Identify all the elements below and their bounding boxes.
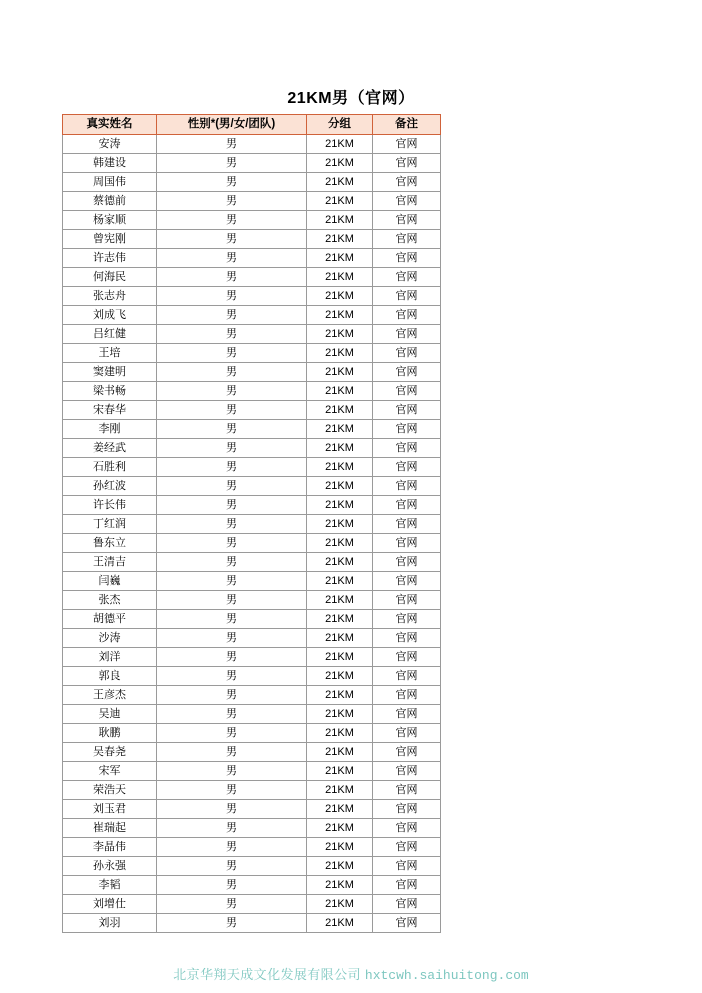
table-row: [63, 363, 441, 382]
cell-name: 刘羽: [63, 914, 157, 933]
cell-group: 21KM: [307, 496, 373, 515]
cell-gender: 男: [157, 781, 307, 800]
cell-note: 官网: [373, 249, 441, 268]
cell-name: 安涛: [63, 135, 157, 154]
cell-name: 孙红波: [63, 477, 157, 496]
cell-note: 官网: [373, 857, 441, 876]
cell-group: 21KM: [307, 515, 373, 534]
table-row: [63, 287, 441, 306]
cell-gender: 男: [157, 724, 307, 743]
cell-gender: 男: [157, 876, 307, 895]
cell-gender: 男: [157, 154, 307, 173]
cell-group: 21KM: [307, 458, 373, 477]
cell-name: 姜经武: [63, 439, 157, 458]
cell-group: 21KM: [307, 439, 373, 458]
table-row: [63, 876, 441, 895]
table-row: [63, 819, 441, 838]
cell-name: 崔瑞起: [63, 819, 157, 838]
cell-note: 官网: [373, 686, 441, 705]
cell-gender: 男: [157, 420, 307, 439]
cell-note: 官网: [373, 287, 441, 306]
table-row: [63, 591, 441, 610]
cell-name: 王彦杰: [63, 686, 157, 705]
cell-name: 刘成飞: [63, 306, 157, 325]
cell-group: 21KM: [307, 762, 373, 781]
cell-group: 21KM: [307, 135, 373, 154]
cell-gender: 男: [157, 686, 307, 705]
cell-group: 21KM: [307, 781, 373, 800]
table-row: [63, 325, 441, 344]
column-header-gender: 性别*(男/女/团队): [157, 115, 307, 135]
cell-name: 宋春华: [63, 401, 157, 420]
table-row: [63, 762, 441, 781]
page-title: 21KM男（官网）: [287, 90, 415, 107]
cell-group: 21KM: [307, 211, 373, 230]
roster-table: [62, 114, 441, 933]
cell-gender: 男: [157, 648, 307, 667]
cell-note: 官网: [373, 629, 441, 648]
footer-watermark: [0, 964, 702, 983]
cell-gender: 男: [157, 344, 307, 363]
cell-gender: 男: [157, 230, 307, 249]
table-row: [63, 268, 441, 287]
table-row: [63, 211, 441, 230]
cell-group: 21KM: [307, 857, 373, 876]
cell-name: 刘增仕: [63, 895, 157, 914]
cell-group: 21KM: [307, 819, 373, 838]
cell-gender: 男: [157, 572, 307, 591]
cell-name: 杨家顺: [63, 211, 157, 230]
footer-company: 北京华翔天成文化发展有限公司: [173, 967, 361, 982]
table-row: [63, 401, 441, 420]
table-row: [63, 743, 441, 762]
cell-name: 张杰: [63, 591, 157, 610]
cell-gender: 男: [157, 534, 307, 553]
table-row: [63, 857, 441, 876]
cell-note: 官网: [373, 705, 441, 724]
table-row: [63, 724, 441, 743]
cell-gender: 男: [157, 496, 307, 515]
cell-group: 21KM: [307, 610, 373, 629]
cell-note: 官网: [373, 306, 441, 325]
table-row: [63, 534, 441, 553]
cell-note: 官网: [373, 515, 441, 534]
cell-gender: 男: [157, 306, 307, 325]
cell-note: 官网: [373, 781, 441, 800]
cell-group: 21KM: [307, 895, 373, 914]
cell-note: 官网: [373, 838, 441, 857]
cell-name: 闫巍: [63, 572, 157, 591]
cell-note: 官网: [373, 572, 441, 591]
table-row: [63, 344, 441, 363]
cell-gender: 男: [157, 762, 307, 781]
table-header: [63, 115, 441, 135]
table-row: [63, 629, 441, 648]
cell-note: 官网: [373, 876, 441, 895]
table-row: [63, 895, 441, 914]
cell-note: 官网: [373, 553, 441, 572]
cell-note: 官网: [373, 477, 441, 496]
cell-group: 21KM: [307, 192, 373, 211]
cell-group: 21KM: [307, 705, 373, 724]
cell-gender: 男: [157, 439, 307, 458]
cell-note: 官网: [373, 762, 441, 781]
table-row: [63, 306, 441, 325]
cell-name: 韩建设: [63, 154, 157, 173]
cell-gender: 男: [157, 610, 307, 629]
cell-gender: 男: [157, 135, 307, 154]
table-row: [63, 173, 441, 192]
cell-note: 官网: [373, 325, 441, 344]
cell-group: 21KM: [307, 325, 373, 344]
table-row: [63, 135, 441, 154]
cell-name: 李晶伟: [63, 838, 157, 857]
cell-gender: 男: [157, 553, 307, 572]
table-row: [63, 610, 441, 629]
table-row: [63, 914, 441, 933]
cell-note: 官网: [373, 363, 441, 382]
cell-gender: 男: [157, 363, 307, 382]
cell-group: 21KM: [307, 382, 373, 401]
cell-note: 官网: [373, 819, 441, 838]
cell-gender: 男: [157, 743, 307, 762]
table-row: [63, 667, 441, 686]
table-body: [63, 135, 441, 933]
cell-note: 官网: [373, 154, 441, 173]
cell-gender: 男: [157, 857, 307, 876]
cell-group: 21KM: [307, 477, 373, 496]
cell-name: 张志舟: [63, 287, 157, 306]
cell-name: 荣浩天: [63, 781, 157, 800]
column-header-note: 备注: [373, 115, 441, 135]
cell-gender: 男: [157, 192, 307, 211]
cell-group: 21KM: [307, 230, 373, 249]
cell-name: 许长伟: [63, 496, 157, 515]
cell-name: 周国伟: [63, 173, 157, 192]
cell-group: 21KM: [307, 534, 373, 553]
table-row: [63, 705, 441, 724]
cell-note: 官网: [373, 914, 441, 933]
cell-name: 耿鹏: [63, 724, 157, 743]
cell-group: 21KM: [307, 876, 373, 895]
cell-group: 21KM: [307, 154, 373, 173]
cell-name: 蔡德前: [63, 192, 157, 211]
cell-note: 官网: [373, 496, 441, 515]
table-row: [63, 477, 441, 496]
cell-group: 21KM: [307, 743, 373, 762]
cell-gender: 男: [157, 249, 307, 268]
table-row: [63, 838, 441, 857]
cell-gender: 男: [157, 819, 307, 838]
cell-note: 官网: [373, 173, 441, 192]
cell-note: 官网: [373, 724, 441, 743]
cell-note: 官网: [373, 439, 441, 458]
cell-name: 梁书畅: [63, 382, 157, 401]
table-row: [63, 515, 441, 534]
cell-name: 窦建明: [63, 363, 157, 382]
cell-group: 21KM: [307, 629, 373, 648]
cell-group: 21KM: [307, 648, 373, 667]
cell-name: 孙永强: [63, 857, 157, 876]
footer-site: hxtcwh.saihuitong.com: [364, 968, 529, 983]
table-row: [63, 496, 441, 515]
cell-group: 21KM: [307, 553, 373, 572]
cell-gender: 男: [157, 591, 307, 610]
cell-gender: 男: [157, 458, 307, 477]
cell-gender: 男: [157, 401, 307, 420]
column-header-name: 真实姓名: [63, 115, 157, 135]
cell-gender: 男: [157, 800, 307, 819]
table-row: [63, 192, 441, 211]
cell-note: 官网: [373, 135, 441, 154]
cell-group: 21KM: [307, 401, 373, 420]
table-row: [63, 781, 441, 800]
table-row: [63, 154, 441, 173]
cell-note: 官网: [373, 230, 441, 249]
cell-note: 官网: [373, 648, 441, 667]
table-row: [63, 382, 441, 401]
cell-note: 官网: [373, 895, 441, 914]
roster-table-container: [62, 114, 440, 933]
column-header-group: 分组: [307, 115, 373, 135]
cell-group: 21KM: [307, 287, 373, 306]
cell-gender: 男: [157, 895, 307, 914]
cell-name: 李刚: [63, 420, 157, 439]
cell-group: 21KM: [307, 591, 373, 610]
cell-name: 鲁东立: [63, 534, 157, 553]
cell-gender: 男: [157, 211, 307, 230]
cell-gender: 男: [157, 705, 307, 724]
cell-name: 胡德平: [63, 610, 157, 629]
cell-name: 何海民: [63, 268, 157, 287]
cell-name: 李韬: [63, 876, 157, 895]
cell-group: 21KM: [307, 914, 373, 933]
cell-group: 21KM: [307, 306, 373, 325]
cell-name: 吕红健: [63, 325, 157, 344]
cell-note: 官网: [373, 458, 441, 477]
cell-note: 官网: [373, 534, 441, 553]
cell-group: 21KM: [307, 363, 373, 382]
cell-note: 官网: [373, 401, 441, 420]
table-row: [63, 648, 441, 667]
cell-name: 曾宪刚: [63, 230, 157, 249]
cell-note: 官网: [373, 667, 441, 686]
cell-note: 官网: [373, 344, 441, 363]
cell-group: 21KM: [307, 173, 373, 192]
cell-name: 郭良: [63, 667, 157, 686]
cell-group: 21KM: [307, 800, 373, 819]
cell-name: 丁红润: [63, 515, 157, 534]
cell-note: 官网: [373, 211, 441, 230]
table-row: [63, 553, 441, 572]
cell-name: 沙涛: [63, 629, 157, 648]
cell-note: 官网: [373, 420, 441, 439]
cell-gender: 男: [157, 325, 307, 344]
cell-note: 官网: [373, 743, 441, 762]
cell-gender: 男: [157, 268, 307, 287]
cell-group: 21KM: [307, 724, 373, 743]
table-row: [63, 686, 441, 705]
cell-gender: 男: [157, 173, 307, 192]
cell-note: 官网: [373, 591, 441, 610]
cell-note: 官网: [373, 610, 441, 629]
table-row: [63, 249, 441, 268]
cell-name: 吴迪: [63, 705, 157, 724]
table-row: [63, 458, 441, 477]
cell-group: 21KM: [307, 838, 373, 857]
cell-group: 21KM: [307, 249, 373, 268]
table-row: [63, 439, 441, 458]
cell-name: 许志伟: [63, 249, 157, 268]
cell-group: 21KM: [307, 572, 373, 591]
cell-gender: 男: [157, 477, 307, 496]
cell-group: 21KM: [307, 420, 373, 439]
cell-name: 刘洋: [63, 648, 157, 667]
cell-group: 21KM: [307, 667, 373, 686]
table-row: [63, 230, 441, 249]
table-row: [63, 572, 441, 591]
cell-note: 官网: [373, 268, 441, 287]
cell-gender: 男: [157, 287, 307, 306]
cell-gender: 男: [157, 667, 307, 686]
cell-note: 官网: [373, 800, 441, 819]
cell-gender: 男: [157, 382, 307, 401]
cell-name: 宋军: [63, 762, 157, 781]
cell-gender: 男: [157, 629, 307, 648]
cell-name: 吴春尧: [63, 743, 157, 762]
cell-gender: 男: [157, 838, 307, 857]
cell-group: 21KM: [307, 268, 373, 287]
table-header-row: [63, 115, 441, 135]
cell-group: 21KM: [307, 344, 373, 363]
cell-note: 官网: [373, 192, 441, 211]
cell-name: 王清吉: [63, 553, 157, 572]
table-row: [63, 800, 441, 819]
cell-gender: 男: [157, 914, 307, 933]
cell-name: 刘玉君: [63, 800, 157, 819]
cell-note: 官网: [373, 382, 441, 401]
table-row: [63, 420, 441, 439]
cell-name: 石胜利: [63, 458, 157, 477]
cell-gender: 男: [157, 515, 307, 534]
cell-group: 21KM: [307, 686, 373, 705]
cell-name: 王培: [63, 344, 157, 363]
